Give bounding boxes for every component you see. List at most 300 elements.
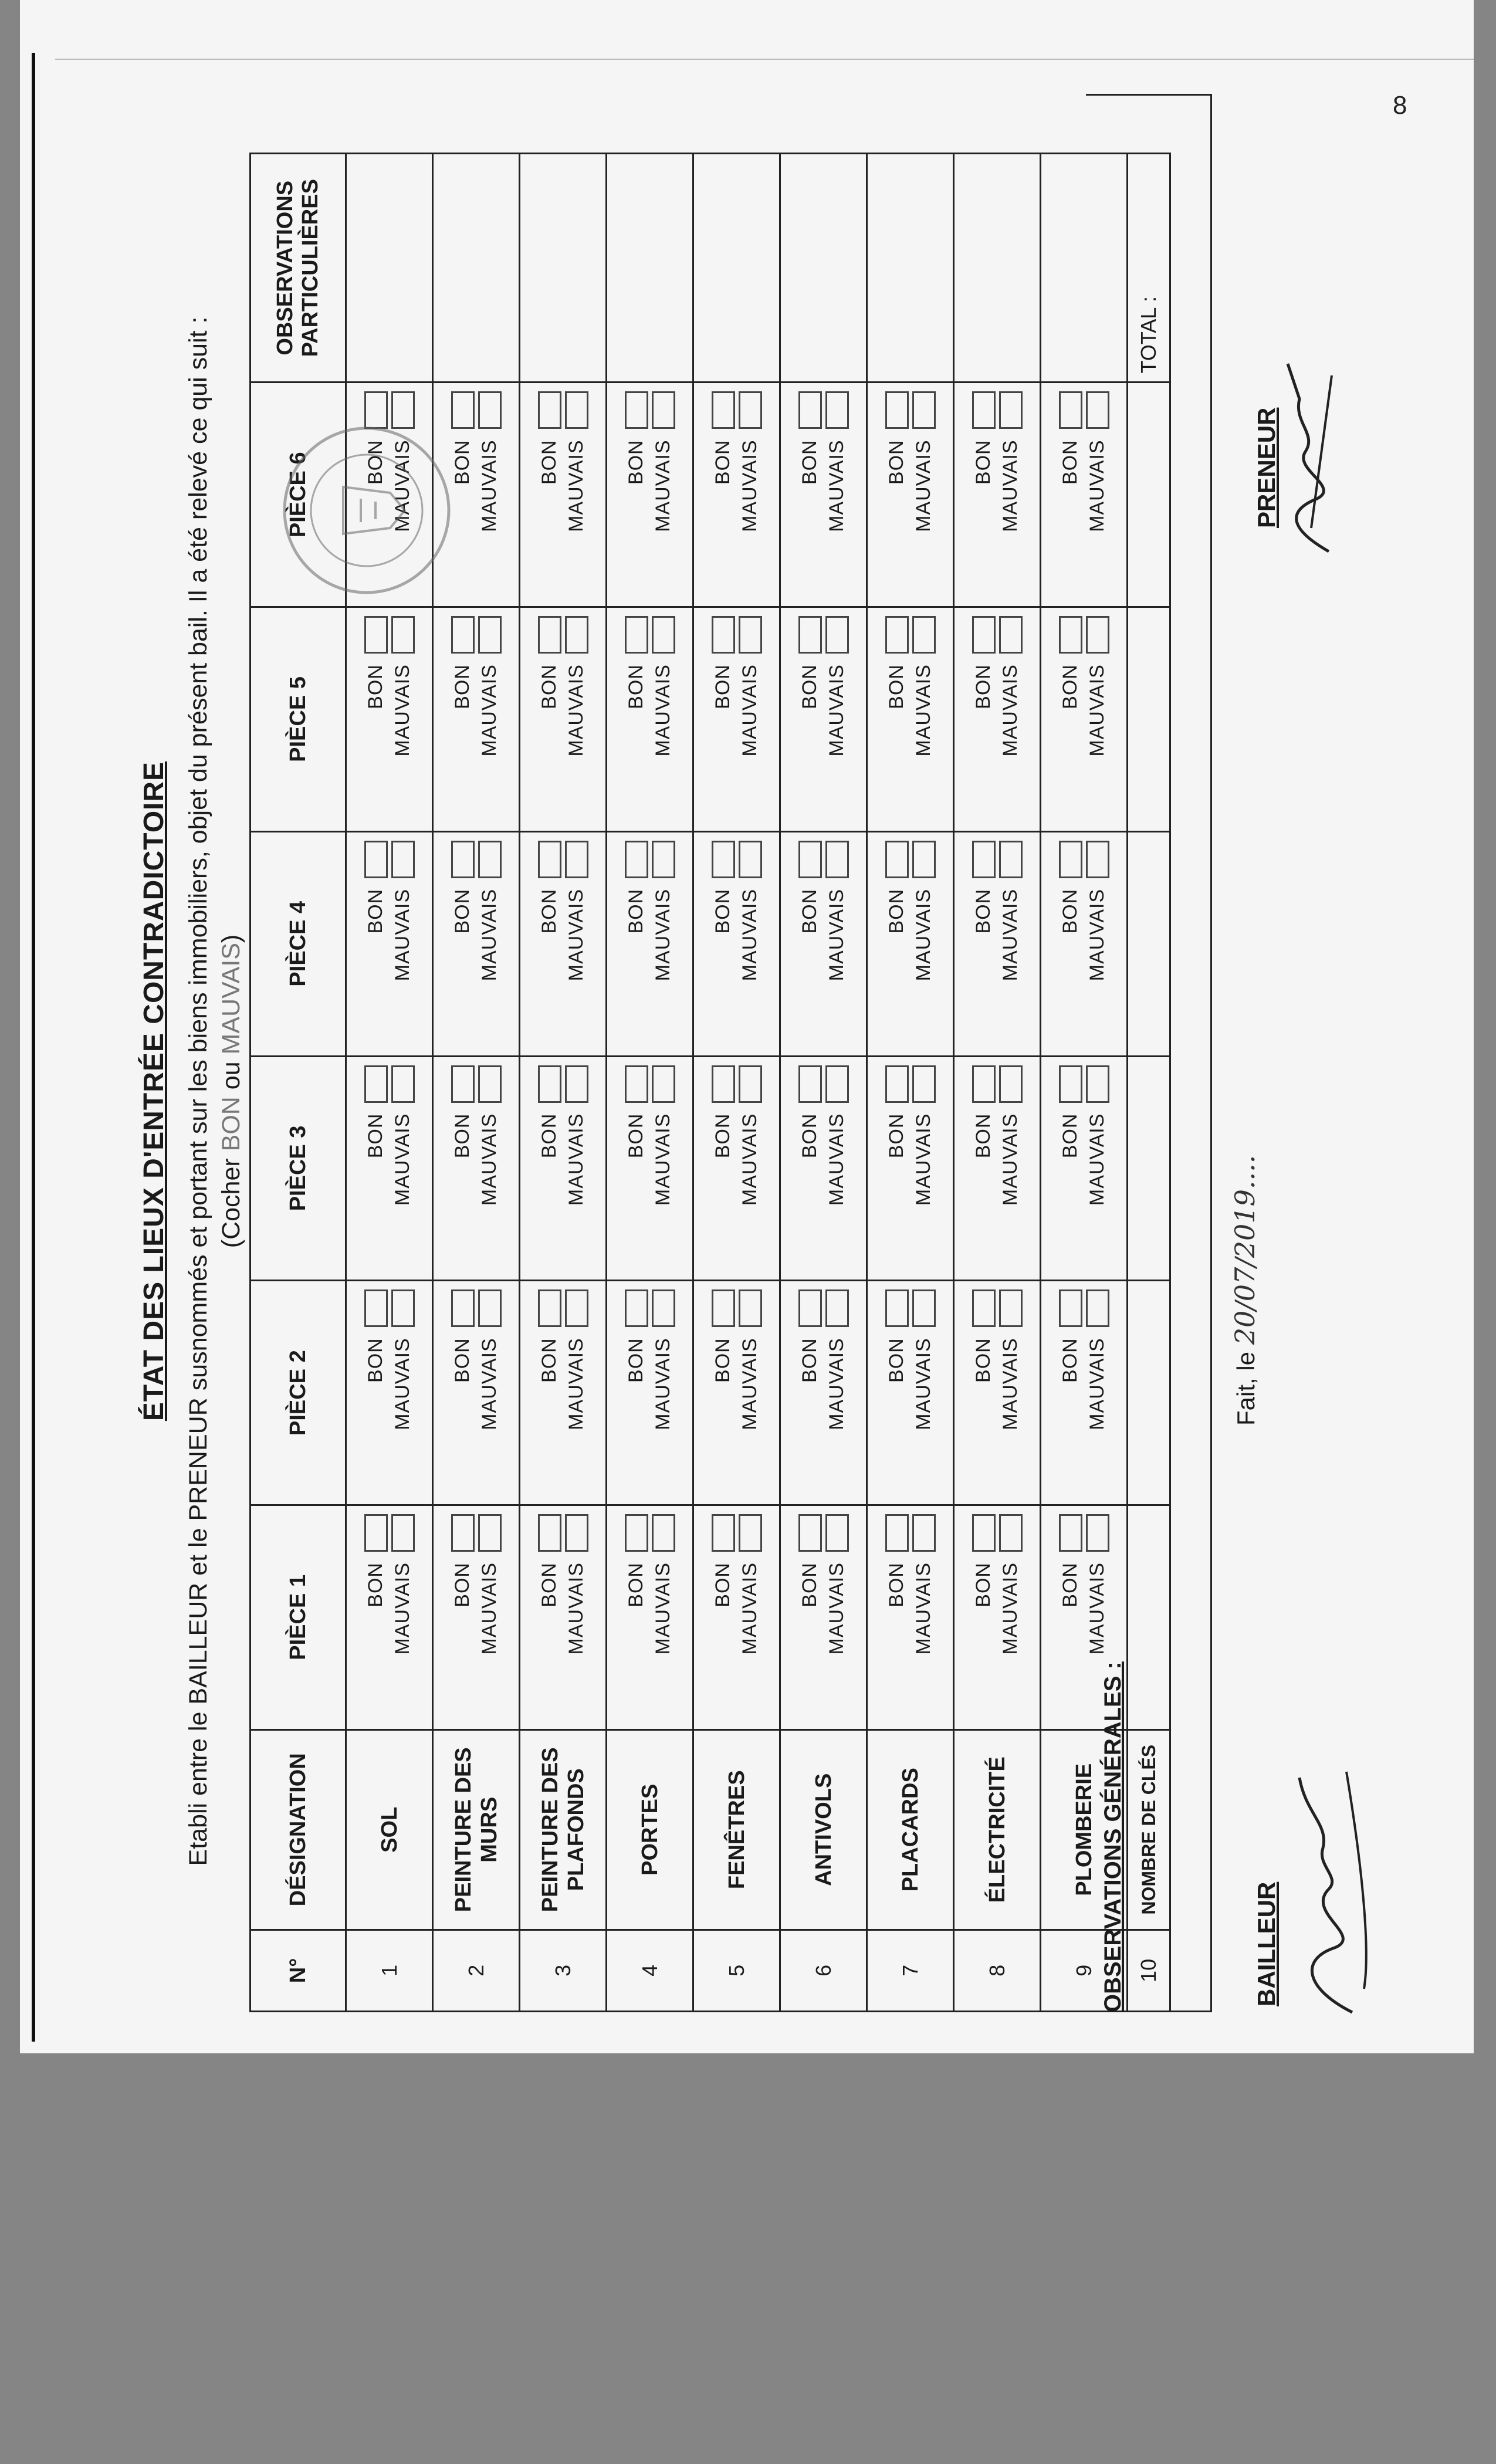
piece-3-cell (346, 1056, 433, 1281)
option-bon (1059, 832, 1082, 1044)
row-designation: PEINTURE DES PLAFONDS (520, 1729, 607, 1930)
checkbox-bon[interactable] (364, 841, 388, 878)
checkbox-mauvais[interactable] (999, 616, 1023, 654)
checkbox-bon[interactable] (712, 841, 735, 878)
option-bon (364, 832, 388, 1044)
option-mauvais-label: MAUVAIS (652, 664, 674, 757)
option-mauvais-label: MAUVAIS (652, 1338, 674, 1430)
checkbox-mauvais[interactable] (565, 616, 588, 654)
checkbox-mauvais[interactable] (825, 841, 849, 878)
option-mauvais-label: MAUVAIS (825, 1338, 848, 1430)
option-bon (712, 1057, 735, 1268)
option-mauvais (565, 1057, 588, 1268)
checkbox-bon[interactable] (1059, 1514, 1082, 1552)
option-mauvais (739, 608, 762, 819)
option-mauvais (478, 383, 502, 594)
option-bon-label: BON (885, 1338, 908, 1383)
option-mauvais-label: MAUVAIS (739, 1338, 761, 1430)
option-mauvais-label: MAUVAIS (912, 439, 935, 532)
option-bon-label: BON (451, 888, 473, 934)
piece-1-cell (954, 1505, 1041, 1730)
option-mauvais-label: MAUVAIS (391, 1113, 414, 1206)
checkbox-mauvais[interactable] (478, 841, 502, 878)
observation-cell[interactable] (520, 154, 607, 383)
option-mauvais-label: MAUVAIS (565, 888, 587, 981)
checkbox-bon[interactable] (885, 1289, 909, 1327)
header-piece-5: PIÈCE 5 (251, 607, 346, 832)
bailleur-signature (1282, 1766, 1376, 2024)
observation-cell[interactable] (693, 154, 780, 383)
option-bon (885, 1057, 909, 1268)
option-mauvais (478, 1281, 502, 1492)
checkbox-bon[interactable] (798, 1514, 822, 1552)
option-bon (625, 1057, 648, 1268)
option-mauvais (391, 1506, 415, 1717)
intro-bon: BON (217, 1096, 245, 1152)
checkbox-mauvais[interactable] (652, 616, 675, 654)
option-mauvais-label: MAUVAIS (391, 1562, 414, 1655)
option-mauvais-label: MAUVAIS (391, 664, 414, 757)
option-mauvais (999, 1281, 1023, 1492)
checkbox-bon[interactable] (538, 1514, 561, 1552)
checkbox-bon[interactable] (885, 841, 909, 878)
option-bon (798, 832, 822, 1044)
checkbox-mauvais[interactable] (825, 1065, 849, 1103)
option-bon-label: BON (1059, 439, 1081, 485)
option-mauvais-label: MAUVAIS (739, 1113, 761, 1206)
option-mauvais-label: MAUVAIS (1086, 888, 1108, 981)
checkbox-bon[interactable] (972, 1514, 996, 1552)
checkbox-mauvais[interactable] (912, 616, 936, 654)
preneur-signature (1276, 352, 1346, 563)
option-bon (538, 832, 561, 1044)
observation-cell[interactable] (954, 154, 1041, 383)
checkbox-bon[interactable] (712, 1289, 735, 1327)
condition-options (972, 1506, 1023, 1729)
option-bon (798, 608, 822, 819)
row-designation: SOL (346, 1729, 433, 1930)
checkbox-bon[interactable] (625, 391, 648, 429)
checkbox-bon[interactable] (972, 841, 996, 878)
checkbox-bon[interactable] (364, 1514, 388, 1552)
checkbox-mauvais[interactable] (652, 841, 675, 878)
checkbox-mauvais[interactable] (565, 1514, 588, 1552)
option-bon-label: BON (625, 888, 647, 934)
option-bon (972, 1281, 996, 1492)
checkbox-bon[interactable] (451, 841, 475, 878)
option-bon (798, 1506, 822, 1717)
piece-2-cell (954, 1281, 1041, 1505)
checkbox-bon[interactable] (451, 1065, 475, 1103)
checkbox-bon[interactable] (712, 616, 735, 654)
checkbox-bon[interactable] (538, 391, 561, 429)
checkbox-mauvais[interactable] (478, 1065, 502, 1103)
header-observations: OBSERVATIONS PARTICULIÈRES (251, 154, 346, 383)
checkbox-mauvais[interactable] (739, 391, 762, 429)
option-bon-label: BON (451, 664, 473, 709)
option-bon (712, 832, 735, 1044)
option-mauvais (652, 832, 675, 1044)
option-mauvais-label: MAUVAIS (739, 888, 761, 981)
option-mauvais-label: MAUVAIS (652, 888, 674, 981)
option-bon (1059, 608, 1082, 819)
checkbox-mauvais[interactable] (912, 1514, 936, 1552)
option-bon (712, 1281, 735, 1492)
option-mauvais-label: MAUVAIS (999, 888, 1021, 981)
row-designation: FENÊTRES (693, 1729, 780, 1930)
option-bon-label: BON (712, 1113, 734, 1159)
checkbox-bon[interactable] (451, 1514, 475, 1552)
checkbox-mauvais[interactable] (652, 391, 675, 429)
checkbox-bon[interactable] (364, 616, 388, 654)
checkbox-mauvais[interactable] (478, 1514, 502, 1552)
checkbox-bon[interactable] (712, 391, 735, 429)
checkbox-mauvais[interactable] (478, 391, 502, 429)
intro-line-1: Etabli entre le BAILLEUR et le PRENEUR susnommés et portant sur les biens immobiliers, objet du présent bail. Il a été relevé ce qui suit : (184, 316, 212, 1866)
row-designation: PORTES (607, 1729, 693, 1930)
condition-options (972, 608, 1023, 831)
observation-cell[interactable] (346, 154, 433, 383)
condition-options (885, 1281, 936, 1504)
option-mauvais-label: MAUVAIS (825, 1113, 848, 1206)
checkbox-mauvais[interactable] (739, 616, 762, 654)
checkbox-bon[interactable] (625, 1065, 648, 1103)
checkbox-bon[interactable] (1059, 1065, 1082, 1103)
option-bon (364, 608, 388, 819)
option-bon (538, 1281, 561, 1492)
option-mauvais (652, 1057, 675, 1268)
option-bon-label: BON (972, 1113, 994, 1159)
checkbox-mauvais[interactable] (912, 391, 936, 429)
condition-options (451, 1057, 502, 1280)
option-mauvais (825, 1281, 849, 1492)
piece-1-cell (780, 1505, 867, 1730)
option-bon-label: BON (972, 1562, 994, 1607)
checkbox-bon[interactable] (364, 1289, 388, 1327)
option-mauvais (739, 1057, 762, 1268)
option-mauvais (652, 608, 675, 819)
checkbox-bon[interactable] (538, 1289, 561, 1327)
checkbox-bon[interactable] (885, 1065, 909, 1103)
option-mauvais (478, 832, 502, 1044)
fait-le-label: Fait, le (1232, 1345, 1260, 1426)
condition-options (972, 383, 1023, 606)
checkbox-mauvais[interactable] (912, 1065, 936, 1103)
intro-mauvais: MAUVAIS (217, 943, 245, 1055)
row-designation: PLACARDS (867, 1729, 954, 1930)
option-mauvais (912, 832, 936, 1044)
row-number: 6 (780, 1930, 867, 2011)
checkbox-mauvais[interactable] (478, 1289, 502, 1327)
option-bon-label: BON (798, 888, 821, 934)
row-number: 5 (693, 1930, 780, 2011)
checkbox-mauvais[interactable] (739, 1289, 762, 1327)
checkbox-mauvais[interactable] (652, 1065, 675, 1103)
checkbox-mauvais[interactable] (912, 841, 936, 878)
intro-suffix: ) (217, 934, 245, 943)
checkbox-bon[interactable] (972, 616, 996, 654)
checkbox-bon[interactable] (1059, 1289, 1082, 1327)
checkbox-mauvais[interactable] (565, 1065, 588, 1103)
option-mauvais-label: MAUVAIS (478, 1338, 500, 1430)
option-mauvais (391, 832, 415, 1044)
option-mauvais (912, 1506, 936, 1717)
option-mauvais-label: MAUVAIS (565, 439, 587, 532)
checkbox-bon[interactable] (364, 1065, 388, 1103)
checkbox-bon[interactable] (538, 1065, 561, 1103)
checkbox-mauvais[interactable] (999, 391, 1023, 429)
condition-options (712, 608, 762, 831)
condition-options (625, 1281, 675, 1504)
table-row (520, 154, 607, 2012)
checkbox-mauvais[interactable] (999, 841, 1023, 878)
option-mauvais-label: MAUVAIS (1086, 664, 1108, 757)
header-piece-4: PIÈCE 4 (251, 831, 346, 1056)
option-bon-label: BON (364, 1338, 387, 1383)
table-row (867, 154, 954, 2012)
row-designation: NOMBRE DE CLÉS (1128, 1729, 1170, 1930)
condition-options (885, 1506, 936, 1729)
checkbox-bon[interactable] (625, 841, 648, 878)
checkbox-bon[interactable] (972, 1289, 996, 1327)
checkbox-mauvais[interactable] (739, 1065, 762, 1103)
checkbox-mauvais[interactable] (652, 1514, 675, 1552)
scan-top-line (55, 59, 1474, 60)
option-bon (625, 1281, 648, 1492)
condition-options (972, 832, 1023, 1055)
option-mauvais-label: MAUVAIS (999, 1113, 1021, 1206)
option-bon-label: BON (798, 664, 821, 709)
option-mauvais (652, 383, 675, 594)
option-bon (885, 608, 909, 819)
option-bon (451, 608, 475, 819)
piece-4-cell (346, 831, 433, 1056)
piece-5-cell (693, 607, 780, 832)
condition-options (798, 1281, 849, 1504)
option-bon (1059, 1057, 1082, 1268)
option-bon-label: BON (538, 1338, 560, 1383)
table-row (607, 154, 693, 2012)
checkbox-bon[interactable] (451, 616, 475, 654)
row-number: 3 (520, 1930, 607, 2011)
checkbox-mauvais[interactable] (739, 1514, 762, 1552)
option-bon-label: BON (972, 439, 994, 485)
option-mauvais-label: MAUVAIS (391, 888, 414, 981)
checkbox-bon[interactable] (798, 841, 822, 878)
checkbox-bon[interactable] (885, 1514, 909, 1552)
condition-options (538, 1057, 588, 1280)
checkbox-mauvais[interactable] (391, 1514, 415, 1552)
intro-text (182, 153, 248, 2030)
checkbox-mauvais[interactable] (825, 616, 849, 654)
option-bon-label: BON (364, 888, 387, 934)
piece-1-cell (520, 1505, 607, 1730)
checkbox-mauvais[interactable] (391, 1289, 415, 1327)
condition-options (625, 608, 675, 831)
checkbox-mauvais[interactable] (999, 1289, 1023, 1327)
piece-5-cell (433, 607, 520, 832)
piece-4-cell (780, 831, 867, 1056)
option-mauvais (999, 383, 1023, 594)
observation-cell[interactable] (780, 154, 867, 383)
condition-options (712, 383, 762, 606)
option-mauvais (825, 1057, 849, 1268)
option-bon (885, 832, 909, 1044)
checkbox-bon[interactable] (1059, 616, 1082, 654)
rotated-document (126, 153, 1358, 2030)
option-mauvais-label: MAUVAIS (739, 664, 761, 757)
option-bon-label: BON (798, 1113, 821, 1159)
handwritten-date: 20/07/2019.... (1229, 1155, 1261, 1345)
checkbox-bon[interactable] (712, 1065, 735, 1103)
observation-cell[interactable] (607, 154, 693, 383)
checkbox-mauvais[interactable] (825, 391, 849, 429)
checkbox-bon[interactable] (798, 391, 822, 429)
condition-options (364, 832, 415, 1055)
checkbox-bon[interactable] (625, 616, 648, 654)
checkbox-mauvais[interactable] (912, 1289, 936, 1327)
option-bon-label: BON (451, 1113, 473, 1159)
option-mauvais (912, 1281, 936, 1492)
condition-options (798, 1506, 849, 1729)
piece-4-cell (954, 831, 1041, 1056)
checkbox-bon[interactable] (1059, 841, 1082, 878)
checkbox-mauvais[interactable] (652, 1289, 675, 1327)
piece-6-cell (520, 383, 607, 607)
option-bon (538, 608, 561, 819)
checkbox-bon[interactable] (538, 616, 561, 654)
condition-options (885, 383, 936, 606)
checkbox-mauvais[interactable] (565, 391, 588, 429)
checkbox-bon[interactable] (885, 391, 909, 429)
option-mauvais (565, 1281, 588, 1492)
row-designation: PEINTURE DES MURS (433, 1729, 520, 1930)
option-mauvais (739, 832, 762, 1044)
checkbox-mauvais[interactable] (999, 1065, 1023, 1103)
condition-options (538, 1506, 588, 1729)
option-bon (712, 1506, 735, 1717)
option-bon (364, 1057, 388, 1268)
condition-options (712, 832, 762, 1055)
piece-3-cell (954, 1056, 1041, 1281)
option-bon (885, 1281, 909, 1492)
condition-options (451, 383, 502, 606)
condition-options (538, 608, 588, 831)
option-bon-label: BON (885, 888, 908, 934)
piece-2-cell (867, 1281, 954, 1505)
condition-options (712, 1281, 762, 1504)
checkbox-mauvais[interactable] (565, 1289, 588, 1327)
option-bon-label: BON (538, 664, 560, 709)
option-bon (451, 832, 475, 1044)
checkbox-bon[interactable] (972, 391, 996, 429)
option-bon (885, 1506, 909, 1717)
option-bon-label: BON (1059, 1113, 1081, 1159)
option-mauvais-label: MAUVAIS (478, 1562, 500, 1655)
intro-ou: ou (217, 1054, 245, 1097)
condition-options (625, 832, 675, 1055)
condition-options (712, 1057, 762, 1280)
checkbox-mauvais[interactable] (825, 1514, 849, 1552)
option-bon-label: BON (712, 888, 734, 934)
checkbox-bon[interactable] (798, 616, 822, 654)
checkbox-mauvais[interactable] (391, 841, 415, 878)
option-bon-label: BON (712, 664, 734, 709)
option-bon (798, 1057, 822, 1268)
row-number: 2 (433, 1930, 520, 2011)
piece-4-cell (520, 831, 607, 1056)
row-designation: ANTIVOLS (780, 1729, 867, 1930)
checkbox-bon[interactable] (1059, 391, 1082, 429)
header-piece-3: PIÈCE 3 (251, 1056, 346, 1281)
checkbox-bon[interactable] (798, 1065, 822, 1103)
observation-cell[interactable] (433, 154, 520, 383)
checkbox-bon[interactable] (798, 1289, 822, 1327)
checkbox-mauvais[interactable] (739, 841, 762, 878)
condition-options (364, 1281, 415, 1504)
checkbox-bon[interactable] (451, 1289, 475, 1327)
row-number: 4 (607, 1930, 693, 2011)
checkbox-bon[interactable] (712, 1514, 735, 1552)
option-bon-label: BON (625, 439, 647, 485)
option-bon (451, 1281, 475, 1492)
option-bon-label: BON (885, 1113, 908, 1159)
option-bon-label: BON (972, 1338, 994, 1383)
checkbox-mauvais[interactable] (999, 1514, 1023, 1552)
checkbox-mauvais[interactable] (478, 616, 502, 654)
condition-options (625, 1506, 675, 1729)
observation-cell[interactable] (867, 154, 954, 383)
header-num: N° (251, 1930, 346, 2011)
checkbox-bon[interactable] (625, 1289, 648, 1327)
row-designation: PLOMBERIE (1041, 1729, 1128, 1930)
piece-6-cell (954, 383, 1041, 607)
option-bon-label: BON (538, 1562, 560, 1607)
option-bon (538, 383, 561, 594)
option-bon (798, 383, 822, 594)
checkbox-bon[interactable] (972, 1065, 996, 1103)
option-mauvais (565, 1506, 588, 1717)
piece-6-cell (607, 383, 693, 607)
option-bon (1059, 1506, 1082, 1717)
date-line (1229, 1155, 1261, 1426)
row-number: 1 (346, 1930, 433, 2011)
option-bon (972, 383, 996, 594)
option-bon-label: BON (1059, 664, 1081, 709)
option-mauvais-label: MAUVAIS (825, 1562, 848, 1655)
checkbox-bon[interactable] (538, 841, 561, 878)
checkbox-bon[interactable] (625, 1514, 648, 1552)
checkbox-mauvais[interactable] (391, 616, 415, 654)
condition-options (972, 1281, 1023, 1504)
piece-1-cell (433, 1505, 520, 1730)
condition-options (451, 1281, 502, 1504)
condition-options (972, 1057, 1023, 1280)
option-mauvais-label: MAUVAIS (912, 664, 935, 757)
checkbox-mauvais[interactable] (565, 841, 588, 878)
option-bon-label: BON (364, 1562, 387, 1607)
piece-6-cell (693, 383, 780, 607)
piece-3-cell (433, 1056, 520, 1281)
checkbox-mauvais[interactable] (825, 1289, 849, 1327)
observations-generales-label: OBSERVATIONS GÉNÉRALES : (1100, 1661, 1126, 2012)
option-bon-label: BON (451, 1562, 473, 1607)
checkbox-bon[interactable] (885, 616, 909, 654)
option-mauvais-label: MAUVAIS (652, 439, 674, 532)
piece-3-cell (780, 1056, 867, 1281)
checkbox-mauvais[interactable] (391, 1065, 415, 1103)
option-mauvais (999, 1057, 1023, 1268)
